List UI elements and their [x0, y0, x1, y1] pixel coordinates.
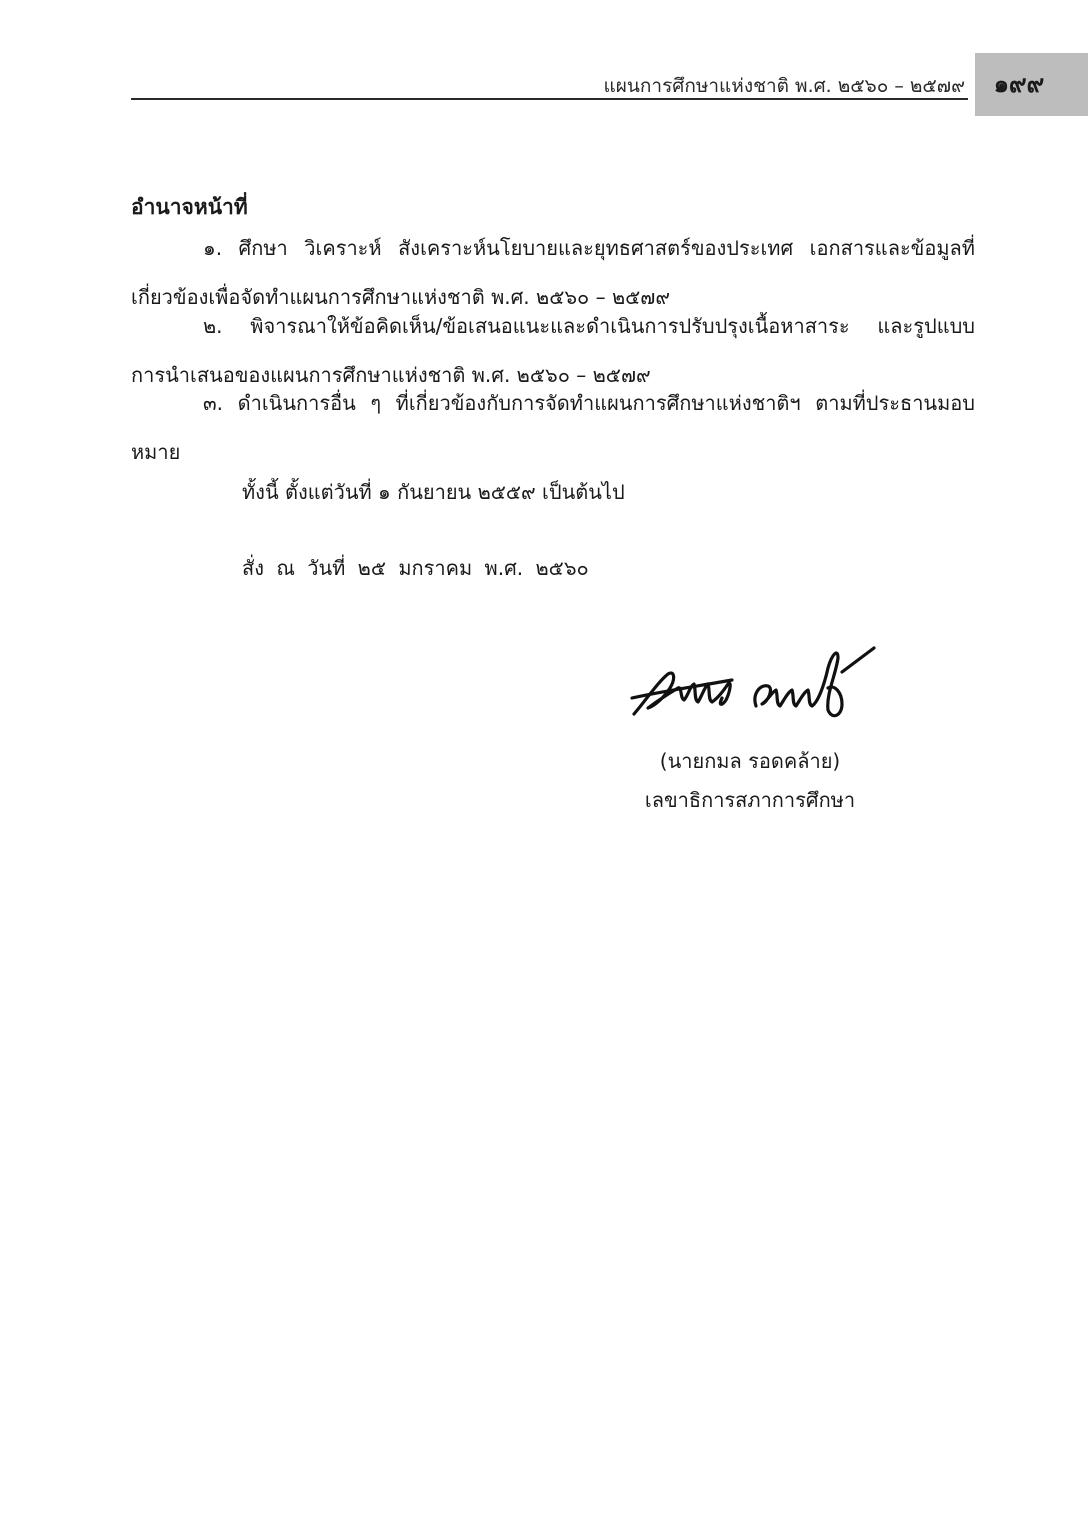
- page-number-tab: [975, 53, 1088, 116]
- signer-name: (นายกมล รอดคล้าย): [659, 749, 841, 773]
- page-number: ๑๙๙: [993, 70, 1045, 98]
- duty-item-3: ๓. ดำเนินการอื่น ๆ ที่เกี่ยวข้องกับการจัดทำแผนการศึกษาแห่งชาติฯ ตามที่ประธานมอบหมาย: [131, 391, 975, 464]
- section-heading: อำนาจหน้าที่: [131, 195, 248, 219]
- signer-title: เลขาธิการสภาการศึกษา: [644, 788, 856, 812]
- duty-item-1: ๑. ศึกษา วิเคราะห์ สังเคราะห์นโยบายและยุทธศาสตร์ของประเทศ เอกสารและข้อมูลที่เกี่ยวข้องเพื่อจัดทำแผนการศึกษาแห่งชาติ พ.ศ. ๒๕๖๐ – ๒๕๗๙: [131, 236, 975, 309]
- handwritten-signature: [628, 644, 878, 730]
- duty-item-2: ๒. พิจารณาให้ข้อคิดเห็น/ข้อเสนอแนะและดำเนินการปรับปรุงเนื้อหาสาระ และรูปแบบการนำเสนอของแผนการศึกษาแห่งชาติ พ.ศ. ๒๕๖๐ – ๒๕๗๙: [131, 314, 975, 387]
- order-date-line: สั่ง ณ วันที่ ๒๕ มกราคม พ.ศ. ๒๕๖๐: [242, 556, 589, 580]
- header-rule: [131, 98, 968, 100]
- header-title: แผนการศึกษาแห่งชาติ พ.ศ. ๒๕๖๐ – ๒๕๗๙: [603, 75, 965, 97]
- effective-date-line: ทั้งนี้ ตั้งแต่วันที่ ๑ กันยายน ๒๕๕๙ เป็นต้นไป: [242, 480, 625, 504]
